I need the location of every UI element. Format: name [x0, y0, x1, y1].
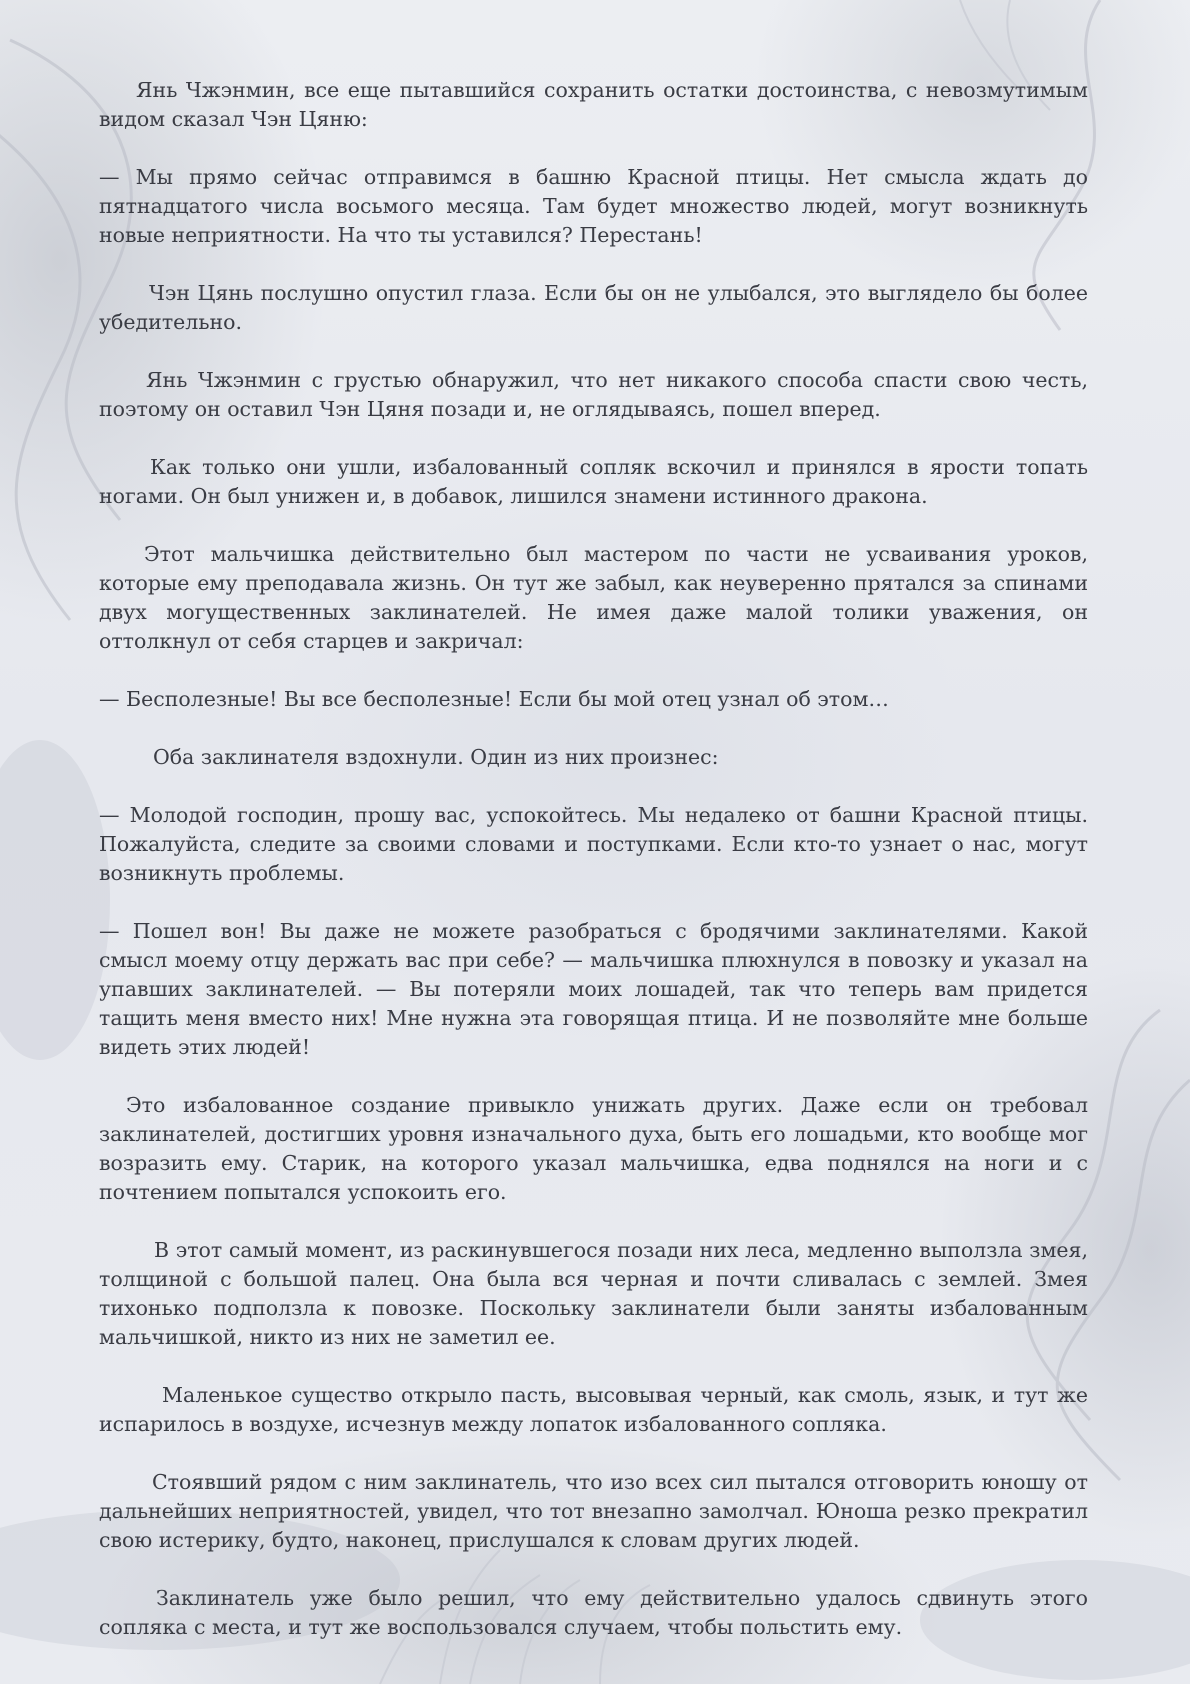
paragraph: Оба заклинателя вздохнули. Один из них произнес: — [153, 745, 719, 769]
paragraph: Чэн Цянь послушно опустил глаза. Если бы он не улыбался, это выглядело бы более убедительно. — [99, 281, 1088, 334]
paragraph: — Бесполезные! Вы все бесполезные! Если бы мой отец узнал об этом… — [99, 687, 889, 711]
story-text — [99, 76, 1088, 1642]
paragraph: — Пошел вон! Вы даже не можете разобраться с бродячими заклинателями. Какой смысл моему отцу держать вас при себе? — мальчишка плюхнулся в повозку и указал на упавших заклинателей. — Вы потеряли моих лошадей, так что теперь вам придется тащить меня вместо них! Мне нужна эта говорящая птица. И не позволяйте мне больше видеть этих людей! — [99, 919, 1088, 1059]
paragraph: Это избалованное создание привыкло унижать других. Даже если он требовал заклинателей, достигших уровня изначального духа, быть его лошадьми, кто вообще мог возразить ему. Старик, на которого указал мальчишка, едва поднялся на ноги и с почтением попытался успокоить его. — [99, 1093, 1088, 1204]
paragraph: Этот мальчишка действительно был мастером по части не усваивания уроков, которые ему преподавала жизнь. Он тут же забыл, как неуверенно прятался за спинами двух могущественных заклинателей. Не имея даже малой толики уважения, он оттолкнул от себя старцев и закричал: — [99, 542, 1088, 653]
paragraph: Маленькое существо открыло пасть, высовывая черный, как смоль, язык, и тут же испарилось в воздухе, исчезнув между лопаток избалованного сопляка. — [99, 1383, 1088, 1436]
paragraph: — Молодой господин, прошу вас, успокойтесь. Мы недалеко от башни Красной птицы. Пожалуйста, следите за своими словами и поступками. Если кто-то узнает о нас, могут возникнуть проблемы. — [99, 803, 1088, 885]
paragraph: — Мы прямо сейчас отправимся в башню Красной птицы. Нет смысла ждать до пятнадцатого числа восьмого месяца. Там будет множество людей, могут возникнуть новые неприятности. На что ты уставился? Перестань! — [99, 165, 1088, 247]
paragraph: Янь Чжэнмин, все еще пытавшийся сохранить остатки достоинства, с невозмутимым видом сказал Чэн Цяню: — [99, 78, 1088, 131]
paragraph: Янь Чжэнмин с грустью обнаружил, что нет никакого способа спасти свою честь, поэтому он оставил Чэн Цяня позади и, не оглядываясь, пошел вперед. — [99, 368, 1088, 421]
paragraph: Заклинатель уже было решил, что ему действительно удалось сдвинуть этого сопляка с места, и тут же воспользовался случаем, чтобы польстить ему. — [99, 1586, 1088, 1639]
ink-wash-blot — [0, 740, 110, 1060]
dragon-scale-curve — [0, 120, 80, 620]
paragraph: Как только они ушли, избалованный сопляк вскочил и принялся в ярости топать ногами. Он был унижен и, в добавок, лишился знамени истинного дракона. — [99, 455, 1088, 508]
paragraph: В этот самый момент, из раскинувшегося позади них леса, медленно выползла змея, толщиной с большой палец. Она была вся черная и почти сливалась с землей. Змея тихонько подползла к повозке. Поскольку заклинатели были заняты избалованным мальчишкой, никто из них не заметил ее. — [99, 1238, 1088, 1349]
paragraph: Стоявший рядом с ним заклинатель, что изо всех сил пытался отговорить юношу от дальнейших неприятностей, увидел, что тот внезапно замолчал. Юноша резко прекратил свою истерику, будто, наконец, прислушался к словам других людей. — [99, 1470, 1088, 1552]
